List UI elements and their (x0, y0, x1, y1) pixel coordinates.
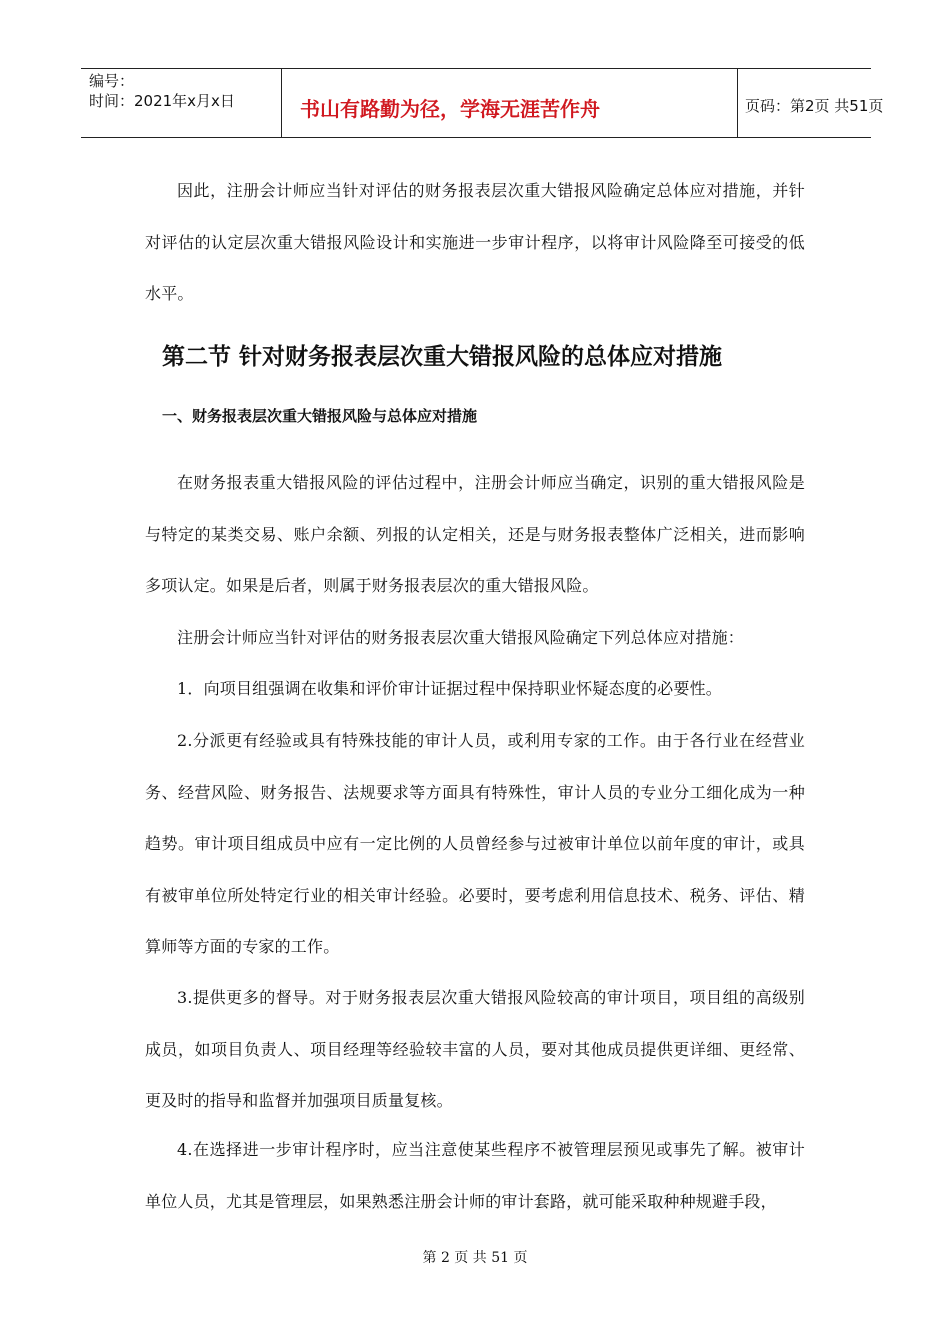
subsection-title: 一、财务报表层次重大错报风险与总体应对措施 (162, 407, 478, 425)
page-info-text: 页码：第2页 共51页 (745, 97, 884, 115)
section-title: 第二节 针对财务报表层次重大错报风险的总体应对措施 (162, 344, 723, 370)
motto-text: 书山有路勤为径，学海无涯苦作舟 (300, 97, 600, 121)
page-header (81, 68, 884, 138)
document-time-label: 时间：2021年x月x日 (89, 92, 235, 110)
header-page-info (737, 69, 884, 137)
header-meta (81, 69, 281, 137)
paragraph: 注册会计师应当针对评估的财务报表层次重大错报风险确定下列总体应对措施： (177, 628, 745, 647)
document-number-label: 编号： (89, 72, 135, 90)
list-item: 3.提供更多的督导。对于财务报表层次重大错报风险较高的审计项目，项目组的高级别成员，如项目负责人、项目经理等经验较丰富的人员，要对其他成员提供更详细、更经常、更及时的指导和监督并加强项目质量复核。 (145, 988, 805, 1110)
intro-paragraph: 因此，注册会计师应当针对评估的财务报表层次重大错报风险确定总体应对措施，并针对评估的认定层次重大错报风险设计和实施进一步审计程序，以将审计风险降至可接受的低水平。 (145, 181, 805, 303)
list-item: 4.在选择进一步审计程序时，应当注意使某些程序不被管理层预见或事先了解。被审计单位人员，尤其是管理层，如果熟悉注册会计师的审计套路，就可能采取种种规避手段， (145, 1140, 805, 1211)
header-motto (281, 69, 738, 137)
list-item: 2.分派更有经验或具有特殊技能的审计人员，或利用专家的工作。由于各行业在经营业务、经营风险、财务报告、法规要求等方面具有特殊性，审计人员的专业分工细化成为一种趋势。审计项目组成员中应有一定比例的人员曾经参与过被审计单位以前年度的审计，或具有被审单位所处特定行业的相关审计经验。必要时，要考虑利用信息技术、税务、评估、精算师等方面的专家的工作。 (145, 731, 805, 956)
page-footer: 第 2 页 共 51 页 (422, 1250, 528, 1266)
paragraph: 在财务报表重大错报风险的评估过程中，注册会计师应当确定，识别的重大错报风险是与特定的某类交易、账户余额、列报的认定相关，还是与财务报表整体广泛相关，进而影响多项认定。如果是后者，则属于财务报表层次的重大错报风险。 (145, 473, 805, 595)
list-item: 1．向项目组强调在收集和评价审计证据过程中保持职业怀疑态度的必要性。 (177, 679, 722, 698)
